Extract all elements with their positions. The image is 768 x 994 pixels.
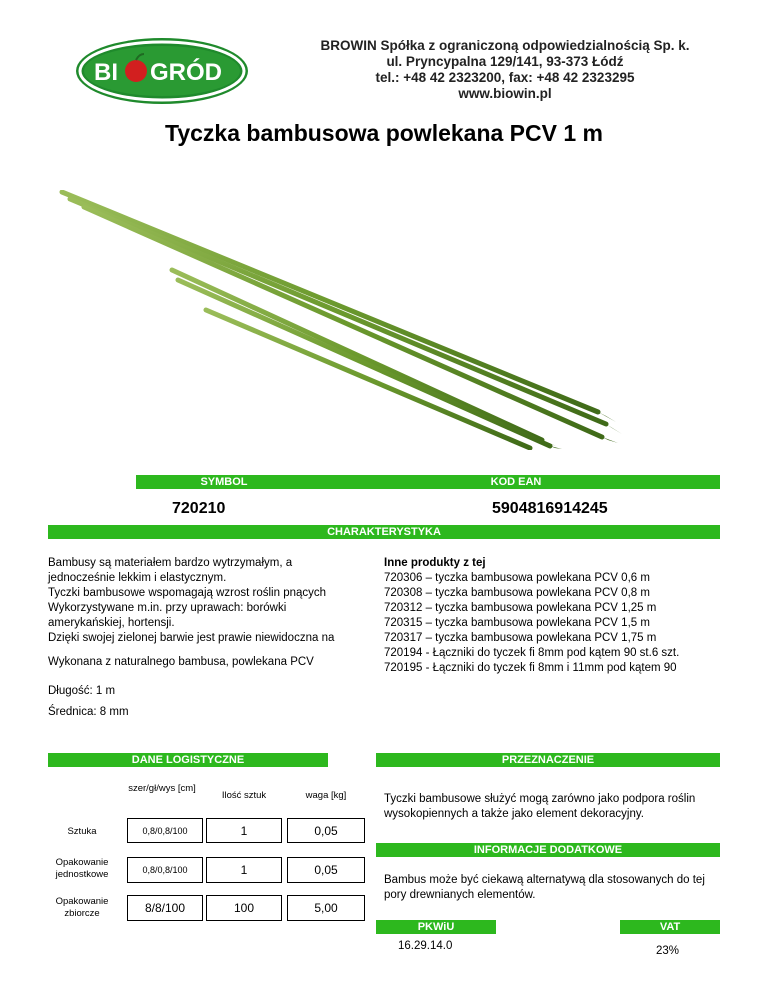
pkwiu-header: PKWiU [376, 920, 496, 934]
other-product-item: 720306 – tyczka bambusowa powlekana PCV 0,6 m [384, 572, 650, 584]
row-qty: 1 [206, 818, 282, 843]
characteristics-description: Bambusy są materiałem bardzo wytrzymałym, a jednocześnie lekkim i elastycznym. Tyczki bambusowe wspomagają wzrost roślin pnących Wykorzystywane m.in. przy uprawach: borówki amerykańskiej, hortensji. Dzięki swojej zielonej barwie jest prawie niewidoczna na [48, 557, 335, 644]
purpose-header: PRZEZNACZENIE [376, 753, 720, 767]
company-address [268, 38, 742, 102]
row-name: Sztuka [67, 826, 97, 837]
logistics-header: DANE LOGISTYCZNE [48, 753, 328, 767]
pkwiu-value: 16.29.14.0 [398, 940, 453, 952]
row-name: Opakowanie jednostkowe [55, 857, 109, 880]
company-name: BROWIN Spółka z ograniczoną odpowiedzialnością Sp. k. [320, 38, 690, 53]
purpose-text: Tyczki bambusowe służyć mogą zarówno jako podpora roślin wysokopiennych a także jako element dekoracyjny. [384, 793, 696, 820]
row-qty: 100 [206, 895, 282, 921]
row-dims: 0,8/0,8/100 [127, 857, 203, 883]
symbol-header: SYMBOL [136, 475, 312, 489]
other-product-item: 720317 – tyczka bambusowa powlekana PCV 1,75 m [384, 632, 657, 644]
additional-info-text: Bambus może być ciekawą alternatywą dla stosowanych do tej pory drewnianych elementów. [384, 874, 705, 901]
ean-value: 5904816914245 [492, 500, 608, 517]
col-dims-label: szer/gł/wys [cm] [128, 783, 196, 794]
characteristics-header: CHARAKTERYSTYKA [48, 525, 720, 539]
other-product-item: 720194 - Łączniki do tyczek fi 8mm pod kątem 90 st.6 szt. [384, 647, 680, 659]
other-product-item: 720308 – tyczka bambusowa powlekana PCV 0,8 m [384, 587, 650, 599]
diameter-info: Średnica: 8 mm [48, 706, 129, 718]
additional-info-header: INFORMACJE DODATKOWE [376, 843, 720, 857]
biogrod-logo [74, 36, 250, 106]
vat-value: 23% [656, 945, 680, 957]
row-name: Opakowanie zbiorcze [55, 896, 109, 919]
row-dims: 0,8/0,8/100 [127, 818, 203, 843]
other-products-title: Inne produkty z tej [384, 557, 486, 569]
svg-text:GRÓD: GRÓD [150, 59, 222, 86]
company-phone: tel.: +48 42 2323200, fax: +48 42 2323295 [375, 70, 635, 85]
col-weight-label: waga [kg] [305, 790, 347, 801]
company-website: www.biowin.pl [458, 86, 552, 101]
other-products [384, 556, 724, 676]
svg-text:BI: BI [94, 59, 118, 86]
col-qty-label: Ilość sztuk [221, 790, 267, 801]
vat-header: VAT [620, 920, 720, 934]
row-weight: 0,05 [287, 857, 365, 883]
other-product-item: 720195 - Łączniki do tyczek fi 8mm i 11mm pod kątem 90 [384, 662, 677, 674]
material-info: Wykonana z naturalnego bambusa, powlekana PCV [48, 656, 314, 668]
ean-header: KOD EAN [312, 475, 720, 489]
other-product-item: 720315 – tyczka bambusowa powlekana PCV 1,5 m [384, 617, 650, 629]
row-qty: 1 [206, 857, 282, 883]
product-photo [50, 190, 630, 450]
length-info: Długość: 1 m [48, 685, 116, 697]
row-weight: 5,00 [287, 895, 365, 921]
row-dims: 8/8/100 [127, 895, 203, 921]
row-weight: 0,05 [287, 818, 365, 843]
company-street: ul. Pryncypalna 129/141, 93-373 Łódź [386, 54, 624, 69]
symbol-value: 720210 [172, 500, 226, 517]
other-product-item: 720312 – tyczka bambusowa powlekana PCV 1,25 m [384, 602, 657, 614]
product-title: Tyczka bambusowa powlekana PCV 1 m [165, 120, 603, 146]
